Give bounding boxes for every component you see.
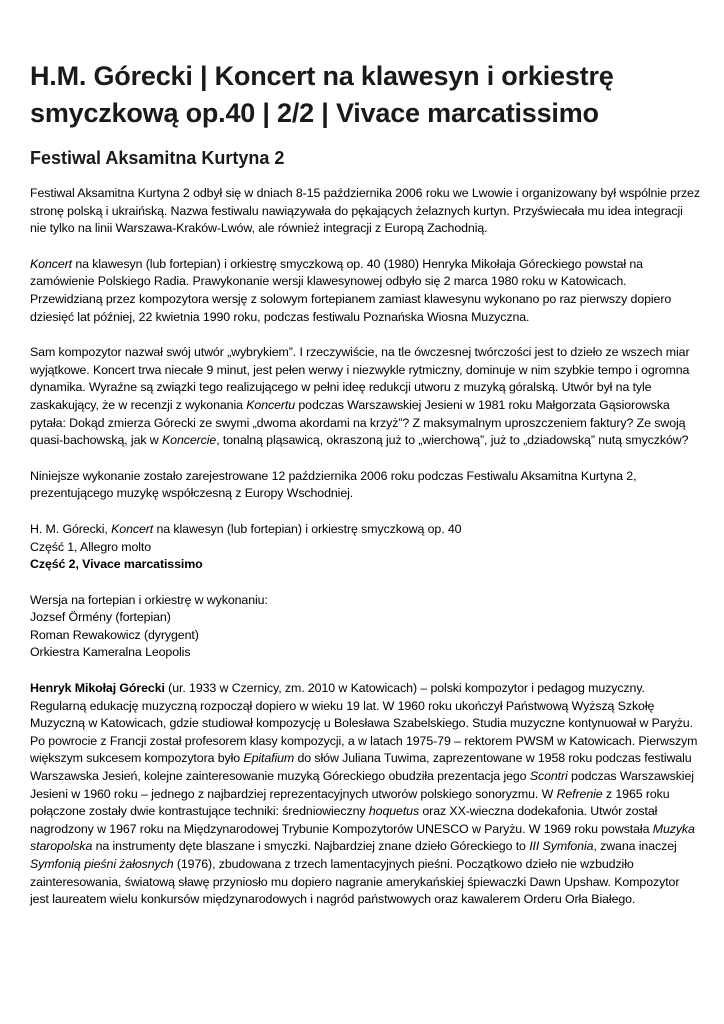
italic-koncert: Koncert <box>30 256 73 271</box>
page-title <box>30 58 700 132</box>
document-page <box>30 58 700 909</box>
italic-koncercie: Koncercie <box>162 433 217 448</box>
bio-text: do słów Juliana Tuwima, zaprezentowane w 1958 roku podczas festiwalu Warszawska Jesień, kolejne zainteresowanie muzyką Góreckiego obudziła prezentacja jego <box>30 751 692 784</box>
bio-italic: hoquetus <box>368 804 420 819</box>
bio-italic: Refrenie <box>556 786 603 801</box>
performers-list <box>30 592 700 662</box>
performer-item: Roman Rewakowicz (dyrygent) <box>30 627 199 642</box>
bio-text: na instrumenty dęte blaszane i smyczki. Najbardziej znane dzieło Góreckiego to <box>92 839 530 854</box>
work-prefix: H. M. Górecki, <box>30 521 112 536</box>
work-suffix: na klawesyn (lub fortepian) i orkiestrę smyczkową op. 40 <box>153 521 462 536</box>
bio-text: , zwana inaczej <box>593 839 677 854</box>
performers-intro: Wersja na fortepian i orkiestrę w wykonaniu: <box>30 592 268 607</box>
bio-italic: Scontri <box>529 769 568 784</box>
bio-italic: Muzyka staropolska <box>30 821 695 854</box>
work-italic: Koncert <box>111 521 154 536</box>
work-part-1: Część 1, Allegro molto <box>30 539 152 554</box>
concerto-text: na klawesyn (lub fortepian) i orkiestrę smyczkową op. 40 (1980) Henryka Mikołaja Góreckiego powstał na zamówienie Polskiego Radia. Prawykonanie wersji klawesynowej odbyło się 2 marca 1980 roku w Katowicach. Przewidzianą przez kompozytora wersję z solowym fortepianem zamiast klawesynu wykonano po raz pierwszy dopiero dziesięć lat później, 22 kwietnia 1990 roku, podczas festiwalu Poznańska Wiosna Muzyczna. <box>30 256 672 324</box>
title-line-1: H.M. Górecki | Koncert na klawesyn i orkiestrę <box>30 61 614 91</box>
bio-italic: III Symfonia <box>529 839 594 854</box>
bio-italic: Epitafium <box>243 751 295 766</box>
reception-text-a: Sam kompozytor nazwał swój utwór „wybrykiem”. I rzeczywiście, na tle ówczesnej twórczości jest to dzieło ze wszech miar wyjątkowe. Koncert trwa niecałe 9 minut, jest pełen werwy i niezwykle rytmiczny, dominuje w nim szybkie tempo i ogromna dynamika. Wyraźne są związki tego realizującego w pełni ideę redukcji utworu z muzyką góralską. Utwór był na tyle zaskakujący, że w recenzji z wykonania <box>30 345 690 412</box>
work-part-2: Część 2, Vivace marcatissimo <box>30 557 203 572</box>
festival-paragraph: Festiwal Aksamitna Kurtyna 2 odbył się w dniach 8-15 października 2006 roku we Lwowie i organizowany był wspólnie przez stronę polską i ukraińską. Nazwa festiwalu nawiązywała do pękających żelaznych kurtyn. Przyświecała mu idea integracji nie tylko na linii Warszawa-Kraków-Lwów, ale również integracji z Europą Zachodnią. <box>30 186 700 236</box>
recording-paragraph: Niniejsze wykonanie zostało zarejestrowane 12 października 2006 roku podczas Festiwalu Aksamitna Kurtyna 2, prezentującego muzykę współczesną z Europy Wschodniej. <box>30 468 637 501</box>
work-title <box>30 521 700 539</box>
reception-text-b: podczas Warszawskiej Jesieni w 1981 roku Małgorzata Gąsiorowska pytała: Dokąd zmierza Górecki ze swymi „dwoma akordami na krzyż”? Z maksymalnym uproszczeniem faktury? Ze swoją quasi-bachowską, jak w <box>30 397 686 448</box>
reception-text-c: , tonalną pląsawicą, okraszoną już to „wierchową”, już to „dziadowską” nutą smyczków? <box>216 433 689 448</box>
performer-item: Orkiestra Kameralna Leopolis <box>30 645 191 660</box>
concerto-paragraph <box>30 256 700 326</box>
bio-text: (1976), zbudowana z trzech lamentacyjnych pieśni. Początkowo dzieło nie wzbudziło zainteresowania, światową sławę przyniosło mu dopiero nagranie amerykańskiej śpiewaczki Dawn Upshaw. Kompozytor jest laureatem wielu konkursów międzynarodowych i nagród państwowych oraz kawalerem Orderu Orła Białego. <box>30 857 680 907</box>
section-heading: Festiwal Aksamitna Kurtyna 2 <box>30 148 285 168</box>
reception-paragraph <box>30 344 700 450</box>
bio-text: z 1965 roku połączone zostały dwie kontrastujące techniki: średniowieczny <box>30 786 670 819</box>
bio-text: oraz XX-wieczna dodekafonia. Utwór został nagrodzony w 1967 roku na Międzynarodowej Trybunie Kompozytorów UNESCO w Paryżu. W 1969 roku powstała <box>30 804 658 836</box>
bio-italic: Symfonią pieśni żałosnych <box>30 857 174 871</box>
italic-koncertu: Koncertu <box>246 397 296 412</box>
work-listing <box>30 521 700 574</box>
bio-text: (ur. 1933 w Czernicy, zm. 2010 w Katowicach) – polski kompozytor i pedagog muzyczny. Regularną edukację muzyczną rozpoczął dopiero w wieku 19 lat. W 1960 roku ukończył Państwową Wyższą Szkołę Muzyczną w Katowicach, gdzie studiował kompozycję u Bolesława Szabelskiego. Studia muzyczne kontynuował w Paryżu. Po powrocie z Francji został profesorem klasy kompozycji, a w latach 1975-79 – rektorem PWSM w Katowicach. Pierwszym większym sukcesem kompozytora było <box>30 681 698 766</box>
bio-text: podczas Warszawskiej Jesieni w 1960 roku – jednego z najbardziej reprezentacyjnych utworów polskiego sonoryzmu. W <box>30 769 694 801</box>
composer-name: Henryk Mikołaj Górecki <box>30 681 165 696</box>
biography-paragraph <box>30 680 700 909</box>
performer-item: Jozsef Örmény (fortepian) <box>30 610 171 625</box>
title-line-2: smyczkową op.40 | 2/2 | Vivace marcatissimo <box>30 98 599 128</box>
